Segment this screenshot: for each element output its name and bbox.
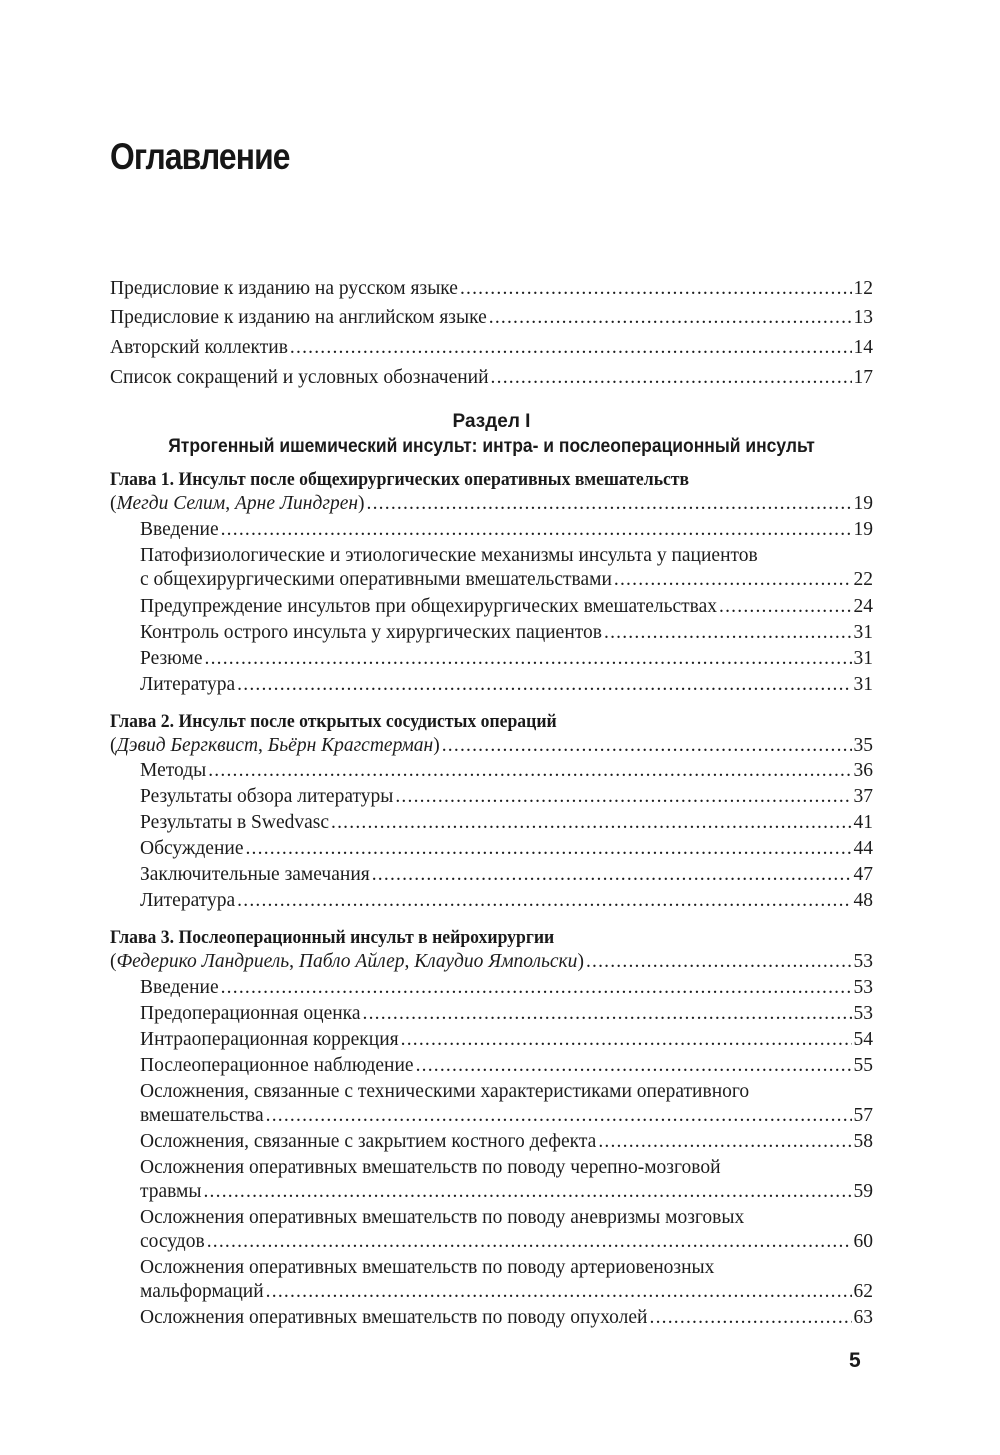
chapter-1-title[interactable]: Глава 1. Инсульт после общехирургических оперативных вмешательств <box>110 469 690 490</box>
chapter-2-authors[interactable] <box>110 734 873 758</box>
toc-entry[interactable] <box>140 759 873 783</box>
dot-leader <box>416 1054 852 1078</box>
dot-leader <box>367 492 852 516</box>
dot-leader <box>205 647 852 671</box>
dot-leader <box>614 568 852 592</box>
entry-label: Осложнения оперативных вмешательств по поводу опухолей <box>140 1307 648 1328</box>
entry-page: 44 <box>853 838 873 859</box>
toc-entry[interactable] <box>140 518 873 542</box>
dot-leader <box>401 1028 852 1052</box>
chapter-2-title[interactable]: Глава 2. Инсульт после открытых сосудистых операций <box>110 711 557 732</box>
dot-leader <box>442 734 852 758</box>
toc-entry[interactable] <box>140 1306 873 1330</box>
dot-leader <box>203 1180 851 1204</box>
entry-label: Результаты обзора литературы <box>140 786 394 807</box>
dot-leader <box>266 1104 852 1128</box>
entry-page: 14 <box>853 337 873 358</box>
chapter-1-authors[interactable] <box>110 492 873 516</box>
entry-label-line1: Осложнения, связанные с техническими характеристиками оперативного <box>140 1081 750 1102</box>
page-title: Оглавление <box>110 136 290 177</box>
entry-page: 47 <box>853 864 873 885</box>
dot-leader <box>363 1002 852 1026</box>
entry-page: 63 <box>853 1307 873 1328</box>
entry-label: Обсуждение <box>140 838 244 859</box>
toc-entry-preface-english[interactable] <box>110 306 873 330</box>
section-label: Раздел I <box>452 411 531 432</box>
entry-page: 37 <box>853 786 873 807</box>
entry-label: Предисловие к изданию на английском языке <box>110 307 487 328</box>
entry-label: Осложнения, связанные с закрытием костного дефекта <box>140 1131 597 1152</box>
entry-label: Интраоперационная коррекция <box>140 1029 399 1050</box>
entry-label: Предисловие к изданию на русском языке <box>110 278 458 299</box>
dot-leader <box>650 1306 852 1330</box>
authors-label: (Дэвид Бергквист, Бьёрн Крагстерман) <box>110 735 440 756</box>
section-title: Ятрогенный ишемический инсульт: интра- и послеоперационный инсульт <box>168 436 815 457</box>
toc-entry[interactable] <box>140 837 873 861</box>
dot-leader <box>719 595 851 619</box>
dot-leader <box>604 621 852 645</box>
toc-entry-abbreviations[interactable] <box>110 366 873 390</box>
entry-page: 62 <box>853 1281 873 1302</box>
author-name: Дэвид Бергквист <box>116 735 259 756</box>
toc-entry[interactable] <box>140 1002 873 1026</box>
entry-page: 19 <box>853 493 873 514</box>
toc-entry-authors[interactable] <box>110 336 873 360</box>
entry-label: травмы <box>140 1181 202 1202</box>
dot-leader <box>290 336 852 360</box>
toc-entry[interactable] <box>140 1130 873 1154</box>
entry-page: 58 <box>853 1131 873 1152</box>
entry-label: Предупреждение инсультов при общехирургических вмешательствах <box>140 596 718 617</box>
toc-entry[interactable] <box>140 595 873 619</box>
toc-entry[interactable] <box>140 1206 873 1254</box>
author-name: Пабло Айлер <box>298 951 405 972</box>
entry-page: 22 <box>853 569 873 590</box>
author-name: Клаудио Ямпольски <box>414 951 578 972</box>
entry-label: Литература <box>140 890 236 911</box>
entry-page: 48 <box>853 890 873 911</box>
dot-leader <box>598 1130 851 1154</box>
dot-leader <box>372 863 852 887</box>
dot-leader <box>237 673 851 697</box>
entry-label: Предоперационная оценка <box>140 1003 361 1024</box>
toc-entry[interactable] <box>140 621 873 645</box>
entry-label: Авторский коллектив <box>110 337 288 358</box>
authors-label: (Федерико Ландриель, Пабло Айлер, Клаудио Ямпольски) <box>110 951 584 972</box>
toc-entry-preface-russian[interactable] <box>110 277 873 301</box>
entry-page: 57 <box>853 1105 873 1126</box>
entry-label: вмешательства <box>140 1105 264 1126</box>
entry-page: 35 <box>853 735 873 756</box>
entry-page: 24 <box>853 596 873 617</box>
entry-page: 13 <box>853 307 873 328</box>
toc-entry[interactable] <box>140 1156 873 1204</box>
toc-entry[interactable] <box>140 1054 873 1078</box>
entry-label: с общехирургическими оперативными вмешательствами <box>140 569 612 590</box>
entry-label-line1: Осложнения оперативных вмешательств по поводу аневризмы мозговых <box>140 1207 745 1228</box>
entry-page: 36 <box>853 760 873 781</box>
entry-label: Литература <box>140 674 236 695</box>
entry-page: 60 <box>853 1231 873 1252</box>
author-name: Мегди Селим <box>116 493 226 514</box>
entry-page: 53 <box>853 977 873 998</box>
entry-page: 59 <box>853 1181 873 1202</box>
entry-page: 12 <box>853 278 873 299</box>
entry-label: Результаты в Swedvasc <box>140 812 330 833</box>
dot-leader <box>208 759 851 783</box>
entry-page: 55 <box>853 1055 873 1076</box>
chapter-3-authors[interactable] <box>110 950 873 974</box>
page-number: 5 <box>849 1349 861 1372</box>
entry-page: 19 <box>853 519 873 540</box>
entry-page: 41 <box>853 812 873 833</box>
author-name: Арне Линдгрен <box>234 493 359 514</box>
toc-entry[interactable] <box>140 811 873 835</box>
entry-label-line1: Осложнения оперативных вмешательств по поводу артериовенозных <box>140 1257 715 1278</box>
entry-page: 31 <box>853 674 873 695</box>
toc-entry[interactable] <box>140 647 873 671</box>
entry-label: Контроль острого инсульта у хирургических пациентов <box>140 622 602 643</box>
dot-leader <box>395 785 851 809</box>
author-name: Федерико Ландриель <box>116 951 290 972</box>
authors-label: (Мегди Селим, Арне Линдгрен) <box>110 493 365 514</box>
entry-label: Список сокращений и условных обозначений <box>110 367 489 388</box>
dot-leader <box>586 950 852 974</box>
dot-leader <box>245 837 851 861</box>
dot-leader <box>460 277 852 301</box>
entry-page: 54 <box>853 1029 873 1050</box>
entry-label: Послеоперационное наблюдение <box>140 1055 414 1076</box>
entry-label: Методы <box>140 760 207 781</box>
toc-entry[interactable] <box>140 785 873 809</box>
toc-entry[interactable] <box>140 863 873 887</box>
entry-label-line1: Осложнения оперативных вмешательств по поводу черепно-мозговой <box>140 1157 721 1178</box>
dot-leader <box>491 366 852 390</box>
entry-page: 31 <box>853 622 873 643</box>
toc-entry[interactable] <box>140 1256 873 1304</box>
toc-entry[interactable] <box>140 889 873 913</box>
author-name: Бьёрн Крагстерман <box>267 735 434 756</box>
dot-leader <box>221 976 852 1000</box>
dot-leader <box>237 889 851 913</box>
toc-entry[interactable] <box>140 1028 873 1052</box>
entry-page: 31 <box>853 648 873 669</box>
entry-page: 53 <box>853 951 873 972</box>
dot-leader <box>266 1280 852 1304</box>
toc-entry[interactable] <box>140 544 873 592</box>
chapter-3-title[interactable]: Глава 3. Послеоперационный инсульт в нейрохирургии <box>110 927 555 948</box>
toc-entry[interactable] <box>140 976 873 1000</box>
dot-leader <box>489 306 852 330</box>
entry-label: Резюме <box>140 648 203 669</box>
entry-label-line1: Патофизиологические и этиологические механизмы инсульта у пациентов <box>140 545 758 566</box>
entry-page: 17 <box>853 367 873 388</box>
dot-leader <box>207 1230 852 1254</box>
dot-leader <box>331 811 851 835</box>
toc-entry[interactable] <box>140 1080 873 1128</box>
entry-page: 53 <box>853 1003 873 1024</box>
entry-label: Введение <box>140 977 219 998</box>
entry-label: Заключительные замечания <box>140 864 370 885</box>
entry-label: мальформаций <box>140 1281 264 1302</box>
entry-label: Введение <box>140 519 219 540</box>
entry-label: сосудов <box>140 1231 205 1252</box>
dot-leader <box>221 518 852 542</box>
toc-entry[interactable] <box>140 673 873 697</box>
